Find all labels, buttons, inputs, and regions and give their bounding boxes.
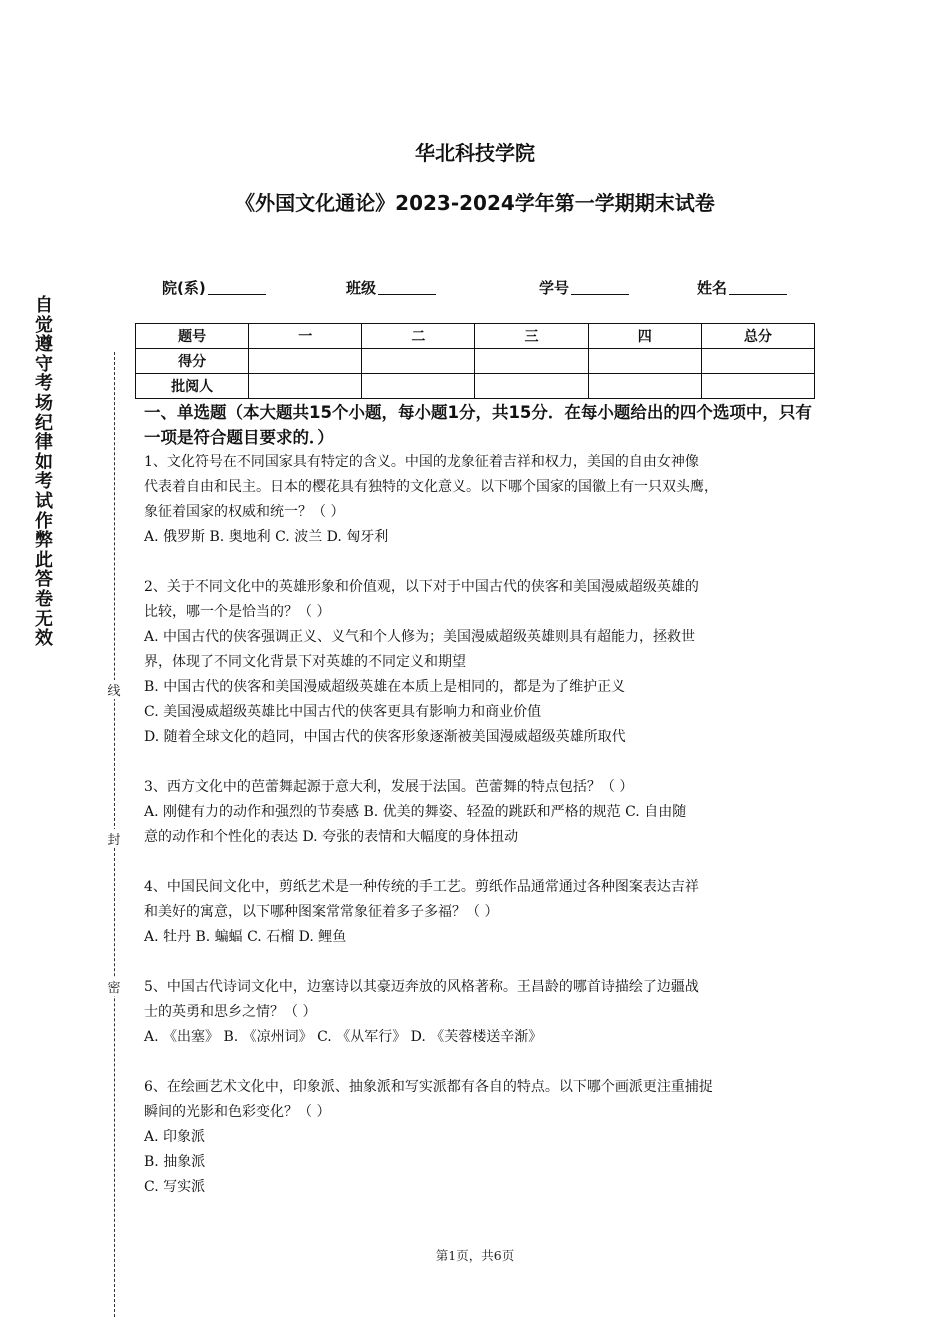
student-id-blank[interactable] [571,279,629,295]
question-option: A. 中国古代的侠客强调正义、义气和个人修为；美国漫威超级英雄则具有超能力，拯救世 [144,629,696,645]
score-cell[interactable] [362,349,475,374]
question-option: C. 美国漫威超级英雄比中国古代的侠客更具有影响力和商业价值 [144,704,542,720]
department-field [162,277,266,298]
binding-mark-feng: 封 [104,829,124,848]
score-cell[interactable] [475,349,588,374]
grader-row-label: 批阅人 [136,374,249,399]
name-field [697,277,787,298]
name-label: 姓名 [697,279,728,297]
grader-cell[interactable] [362,374,475,399]
department-label: 院(系) [162,279,206,297]
question-line: 瞬间的光影和色彩变化？（ ） [144,1104,331,1120]
student-id-label: 学号 [539,279,570,297]
score-header-cell: 总分 [701,324,814,349]
question-line: 5、中国古代诗词文化中，边塞诗以其豪迈奔放的风格著称。王昌龄的哪首诗描绘了边疆战 [144,979,699,995]
name-blank[interactable] [729,279,787,295]
question-option: B. 抽象派 [144,1154,206,1170]
question-line: 和美好的寓意，以下哪种图案常常象征着多子多福？（ ） [144,904,499,920]
question-option: A. 印象派 [144,1129,206,1145]
class-blank[interactable] [378,279,436,295]
question-options: 意的动作和个性化的表达 D. 夸张的表情和大幅度的身体扭动 [144,829,519,845]
binding-mark-mi: 密 [104,977,124,996]
grader-cell[interactable] [249,374,362,399]
score-header-cell: 二 [362,324,475,349]
score-table-header-row [136,324,815,349]
question-line: 4、中国民间文化中，剪纸艺术是一种传统的手工艺。剪纸作品通常通过各种图案表达吉祥 [144,879,699,895]
question-line: 2、关于不同文化中的英雄形象和价值观，以下对于中国古代的侠客和美国漫威超级英雄的 [144,579,699,595]
question-options: A. 《出塞》 B. 《凉州词》 C. 《从军行》 D. 《芙蓉楼送辛渐》 [144,1029,543,1045]
question-line: 比较，哪一个是恰当的？（ ） [144,604,331,620]
question-line: 1、文化符号在不同国家具有特定的含义。中国的龙象征着吉祥和权力，美国的自由女神像 [144,454,699,470]
score-cell[interactable] [701,349,814,374]
question-line: 士的英勇和思乡之情？（ ） [144,1004,317,1020]
score-header-cell: 三 [475,324,588,349]
score-cell[interactable] [588,349,701,374]
question-line: 3、西方文化中的芭蕾舞起源于意大利，发展于法国。芭蕾舞的特点包括？（ ） [144,779,634,795]
question-line: 6、在绘画艺术文化中，印象派、抽象派和写实派都有各自的特点。以下哪个画派更注重捕捉 [144,1079,713,1095]
question-2 [144,575,824,750]
class-label: 班级 [346,279,377,297]
question-line: 象征着国家的权威和统一？（ ） [144,504,345,520]
grader-cell[interactable] [588,374,701,399]
exam-title: 《外国文化通论》2023-2024学年第一学期期末试卷 [235,191,715,215]
score-header-cell: 题号 [136,324,249,349]
score-row [136,349,815,374]
score-header-cell: 一 [249,324,362,349]
question-option: 界，体现了不同文化背景下对英雄的不同定义和期望 [144,654,466,670]
student-id-field [539,277,629,298]
score-cell[interactable] [249,349,362,374]
grader-cell[interactable] [701,374,814,399]
page-number: 第1页，共6页 [435,1248,515,1263]
question-option: C. 写实派 [144,1179,206,1195]
school-name: 华北科技学院 [415,141,535,165]
question-option: D. 随着全球文化的趋同，中国古代的侠客形象逐渐被美国漫威超级英雄所取代 [144,729,626,745]
grader-row [136,374,815,399]
question-options: A. 牡丹 B. 蝙蝠 C. 石榴 D. 鲤鱼 [144,929,347,945]
question-1 [144,450,824,550]
question-options: A. 刚健有力的动作和强烈的节奏感 B. 优美的舞姿、轻盈的跳跃和严格的规范 C. 自由随 [144,804,687,820]
question-3 [144,775,824,850]
section-title: 一、单选题（本大题共15个小题，每小题1分，共15分．在每小题给出的四个选项中，只有一项是符合题目要求的．） [144,403,812,447]
question-5 [144,975,824,1050]
score-row-label: 得分 [136,349,249,374]
question-options: A. 俄罗斯 B. 奥地利 C. 波兰 D. 匈牙利 [144,529,389,545]
score-header-cell: 四 [588,324,701,349]
question-option: B. 中国古代的侠客和美国漫威超级英雄在本质上是相同的，都是为了维护正义 [144,679,626,695]
class-field [346,277,436,298]
grader-cell[interactable] [475,374,588,399]
department-blank[interactable] [208,279,266,295]
side-notice: 自觉遵守考场纪律如考试作弊此答卷无效 [35,295,53,650]
binding-mark-xian: 线 [104,680,124,699]
question-line: 代表着自由和民主。日本的樱花具有独特的文化意义。以下哪个国家的国徽上有一只双头鹰， [144,479,718,495]
question-4 [144,875,824,950]
exam-content [144,400,824,1200]
question-6 [144,1075,824,1200]
score-table [135,323,815,399]
